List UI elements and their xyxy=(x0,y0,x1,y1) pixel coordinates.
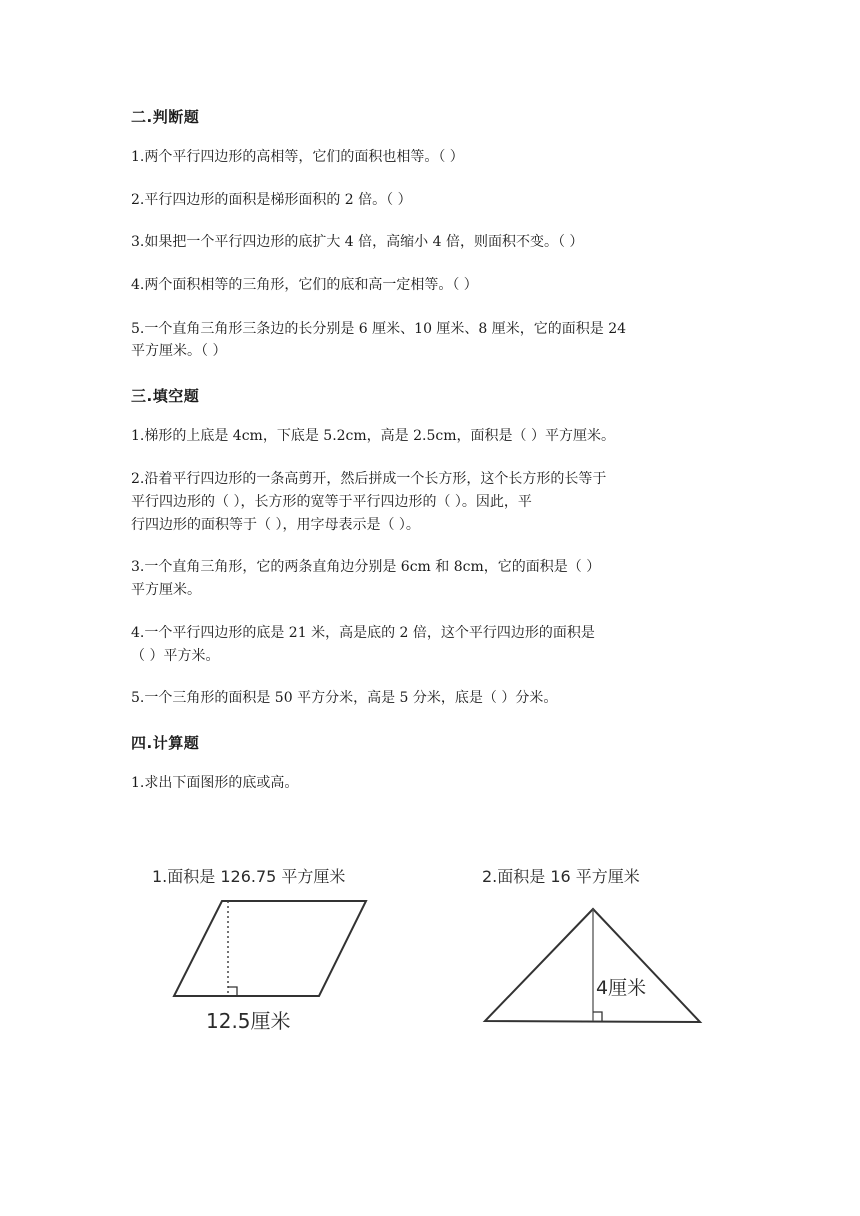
fill-question-5: 5.一个三角形的面积是 50 平方分米，高是 5 分米，底是（ ）分米。 xyxy=(131,690,558,706)
judge-question-2: 2.平行四边形的面积是梯形面积的 2 倍。（ ） xyxy=(131,192,412,208)
judge-question-4: 4.两个面积相等的三角形，它们的底和高一定相等。（ ） xyxy=(131,277,478,293)
judge-question-5-line-2: 平方厘米。（ ） xyxy=(131,343,227,359)
fill-question-1: 1.梯形的上底是 4cm，下底是 5.2cm，高是 2.5cm，面积是（ ）平方厘米。 xyxy=(131,428,615,444)
right-angle-mark xyxy=(593,1012,602,1021)
triangle-height-label: 4厘米 xyxy=(596,977,647,999)
fill-question-2-line-3: 行四边形的面积等于（ ），用字母表示是（ ）。 xyxy=(131,517,420,533)
fill-question-3-line-1: 3.一个直角三角形，它的两条直角边分别是 6cm 和 8cm，它的面积是（ ） xyxy=(131,559,601,575)
parallelogram-base-label: 12.5厘米 xyxy=(206,1009,291,1033)
calc-question-1: 1.求出下面图形的底或高。 xyxy=(131,775,299,791)
section-title-fill: 三.填空题 xyxy=(131,387,200,405)
fill-question-2-line-1: 2.沿着平行四边形的一条高剪开，然后拼成一个长方形，这个长方形的长等于 xyxy=(131,471,607,487)
section-title-calc: 四.计算题 xyxy=(131,734,200,752)
section-title-judge: 二.判断题 xyxy=(131,108,200,126)
parallelogram-outline xyxy=(174,901,366,996)
figure-2-caption: 2.面积是 16 平方厘米 xyxy=(482,867,640,886)
judge-question-5-line-1: 5.一个直角三角形三条边的长分别是 6 厘米、10 厘米、8 厘米，它的面积是 24 xyxy=(131,321,627,337)
judge-question-3: 3.如果把一个平行四边形的底扩大 4 倍，高缩小 4 倍，则面积不变。（ ） xyxy=(131,234,584,250)
fill-question-3-line-2: 平方厘米。 xyxy=(131,582,201,598)
figure-1-caption: 1.面积是 126.75 平方厘米 xyxy=(152,867,346,886)
judge-question-1: 1.两个平行四边形的高相等，它们的面积也相等。（ ） xyxy=(131,149,464,165)
parallelogram-figure xyxy=(160,890,380,1000)
fill-question-4-line-2: （ ）平方米。 xyxy=(131,648,220,664)
fill-question-4-line-1: 4.一个平行四边形的底是 21 米，高是底的 2 倍，这个平行四边形的面积是 xyxy=(131,625,595,641)
triangle-figure xyxy=(478,900,708,1030)
fill-question-2-line-2: 平行四边形的（ ），长方形的宽等于平行四边形的（ ）。因此，平 xyxy=(131,494,532,510)
right-angle-mark xyxy=(228,987,237,996)
